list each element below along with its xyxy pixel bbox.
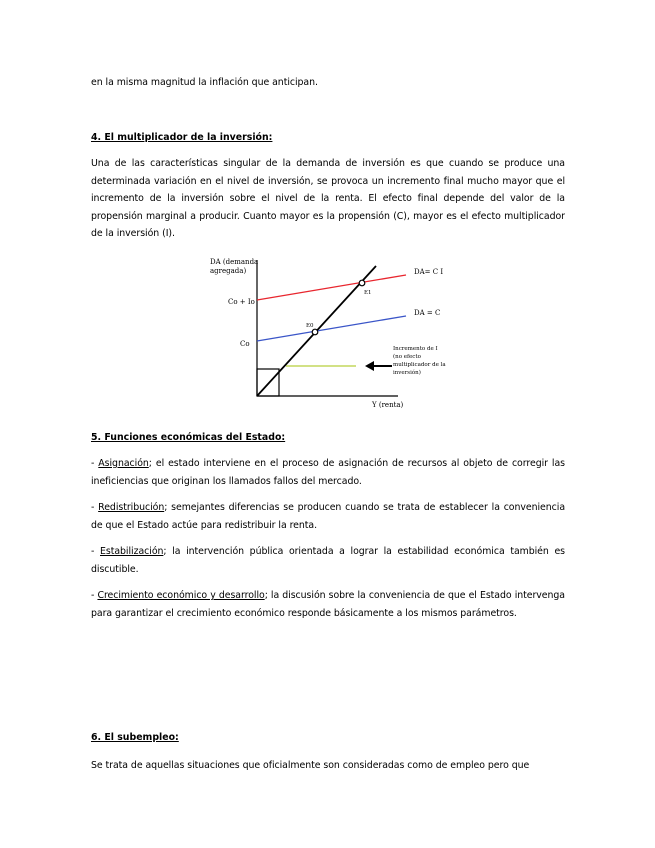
e0-label: E0 — [306, 323, 314, 329]
list-item-redistribucion: - Redistribución; semejantes diferencias se producen cuando se trata de establecer la conveniencia de que el Estado actúe para redistribuir la renta. — [91, 502, 566, 531]
term-estabilizacion: Estabilización — [100, 546, 164, 557]
tick-c0-i0: Co + Io — [228, 298, 255, 306]
da-c-plus-i-label: DA= C I — [414, 268, 444, 276]
section-4-heading: 4. El multiplicador de la inversión: — [91, 132, 273, 143]
term-crecimiento: Crecimiento económico y desarrollo — [97, 590, 265, 601]
y-axis-label-1: DA (demanda — [210, 258, 259, 266]
list-item-estabilizacion: - Estabilización; la intervención pública orientada a lograr la estabilidad económica también es discutible. — [91, 546, 565, 575]
section-6-heading: 6. El subempleo: — [91, 732, 179, 743]
section-4-paragraph: Una de las características singular de la demanda de inversión es que cuando se produce una determinada variación en el nivel de inversión, se provoca un incremento final mucho mayor que el incremento de la inversión sobre el nivel de la renta. El efecto final depende del valor de la propensión marginal a producir. Cuanto mayor es la propensión (C), mayor es el efecto multiplicador de la inversión (I). — [91, 158, 565, 239]
annotation-line-3: multiplicador de la — [393, 362, 446, 368]
annotation-line-1: Incremento de I — [393, 346, 438, 352]
da-c-plus-i-line — [257, 275, 406, 300]
list-item-crecimiento: - Crecimiento económico y desarrollo; la discusión sobre la conveniencia de que el Estado intervenga para garantizar el crecimiento económico responde básicamente a los mismos parámetros. — [91, 590, 565, 619]
annotation-line-2: (no efecto — [393, 354, 421, 360]
equilibrium-point-e0 — [312, 329, 318, 335]
term-asignacion: Asignación — [98, 458, 149, 469]
da-c-line — [257, 316, 406, 341]
multiplier-graph — [200, 252, 460, 412]
term-redistribucion: Redistribución — [98, 502, 165, 513]
tick-c0: Co — [240, 340, 250, 348]
list-item-asignacion: - Asignación; el estado interviene en el proceso de asignación de recursos al objeto de corregir las ineficiencias que originan los llamados fallos del mercado. — [91, 458, 565, 487]
arrow-icon — [365, 361, 374, 371]
y-axis-label-2: agregada) — [210, 267, 247, 275]
da-c-label: DA = C — [414, 309, 441, 317]
x-axis-label: Y (renta) — [372, 401, 404, 409]
e1-label: E1 — [364, 290, 372, 296]
intro-line: en la misma magnitud la inflación que anticipan. — [91, 77, 318, 88]
section-5-heading: 5. Funciones económicas del Estado: — [91, 432, 286, 443]
section-6-paragraph: Se trata de aquellas situaciones que oficialmente son consideradas como de empleo pero que — [91, 760, 530, 771]
equilibrium-point-e1 — [359, 280, 365, 286]
annotation-line-4: inversión) — [393, 370, 421, 376]
